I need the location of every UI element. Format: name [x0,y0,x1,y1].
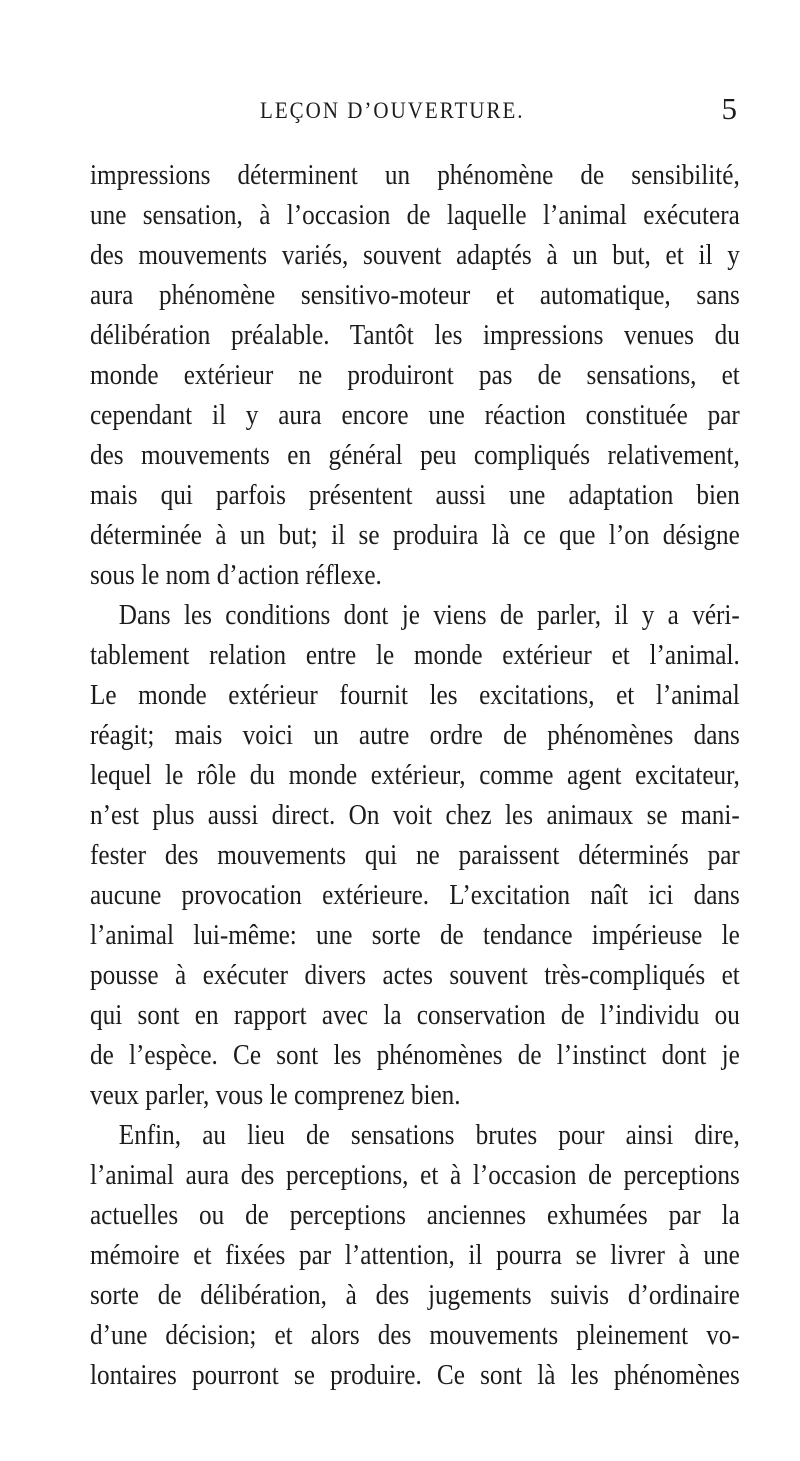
text-line: lequel le rôle du monde extérieur, comme agent excitateur, [90,760,740,791]
text-line: Dans les conditions dont je viens de parler, il y a véri- [118,600,740,631]
text-line: qui sont en rapport avec la conservation de l’individu ou [90,1000,740,1031]
text-line: actuelles ou de perceptions anciennes exhumées par la [90,1200,740,1231]
text-line: lontaires pourront se produire. Ce sont là les phénomènes [90,1360,740,1391]
body-text [90,156,740,1396]
text-line: réagit; mais voici un autre ordre de phénomènes dans [90,720,740,751]
text-line: l’animal aura des perceptions, et à l’occasion de perceptions [90,1160,740,1191]
text-line: des mouvements en général peu compliqués relativement, [90,440,740,471]
text-line: fester des mouvements qui ne paraissent déterminés par [90,840,740,871]
text-line: Le monde extérieur fournit les excitations, et l’animal [90,680,740,711]
text-line: mémoire et fixées par l’attention, il pourra se livrer à une [90,1240,740,1271]
text-line: d’une décision; et alors des mouvements pleinement vo- [90,1320,740,1351]
running-title: LEÇON D’OUVERTURE. [260,97,525,124]
text-line: n’est plus aussi direct. On voit chez les animaux se mani- [90,800,740,831]
text-line: mais qui parfois présentent aussi une adaptation bien [90,480,740,511]
text-line: tablement relation entre le monde extérieur et l’animal. [90,640,740,671]
text-line: cependant il y aura encore une réaction constituée par [90,400,740,431]
text-line: sorte de délibération, à des jugements suivis d’ordinaire [90,1280,740,1311]
text-line: des mouvements variés, souvent adaptés à un but, et il y [90,240,740,271]
text-line: délibération préalable. Tantôt les impressions venues du [90,320,740,351]
text-line: sous le nom d’action réflexe. [90,560,382,591]
text-line: pousse à exécuter divers actes souvent très-compliqués et [90,960,740,991]
running-header [90,93,740,133]
text-line: de l’espèce. Ce sont les phénomènes de l’instinct dont je [90,1040,740,1071]
text-line: aucune provocation extérieure. L’excitation naît ici dans [90,880,740,911]
text-line: impressions déterminent un phénomène de sensibilité, [90,160,740,191]
text-line: monde extérieur ne produiront pas de sensations, et [90,360,740,391]
text-line: l’animal lui-même: une sorte de tendance impérieuse le [90,920,740,951]
text-line: aura phénomène sensitivo-moteur et automatique, sans [90,280,740,311]
text-line: Enfin, au lieu de sensations brutes pour ainsi dire, [118,1120,740,1151]
text-line: déterminée à un but; il se produira là ce que l’on désigne [90,520,740,551]
text-line: une sensation, à l’occasion de laquelle l’animal exécutera [90,200,740,231]
page-number: 5 [721,91,737,126]
text-line: veux parler, vous le comprenez bien. [90,1080,461,1111]
